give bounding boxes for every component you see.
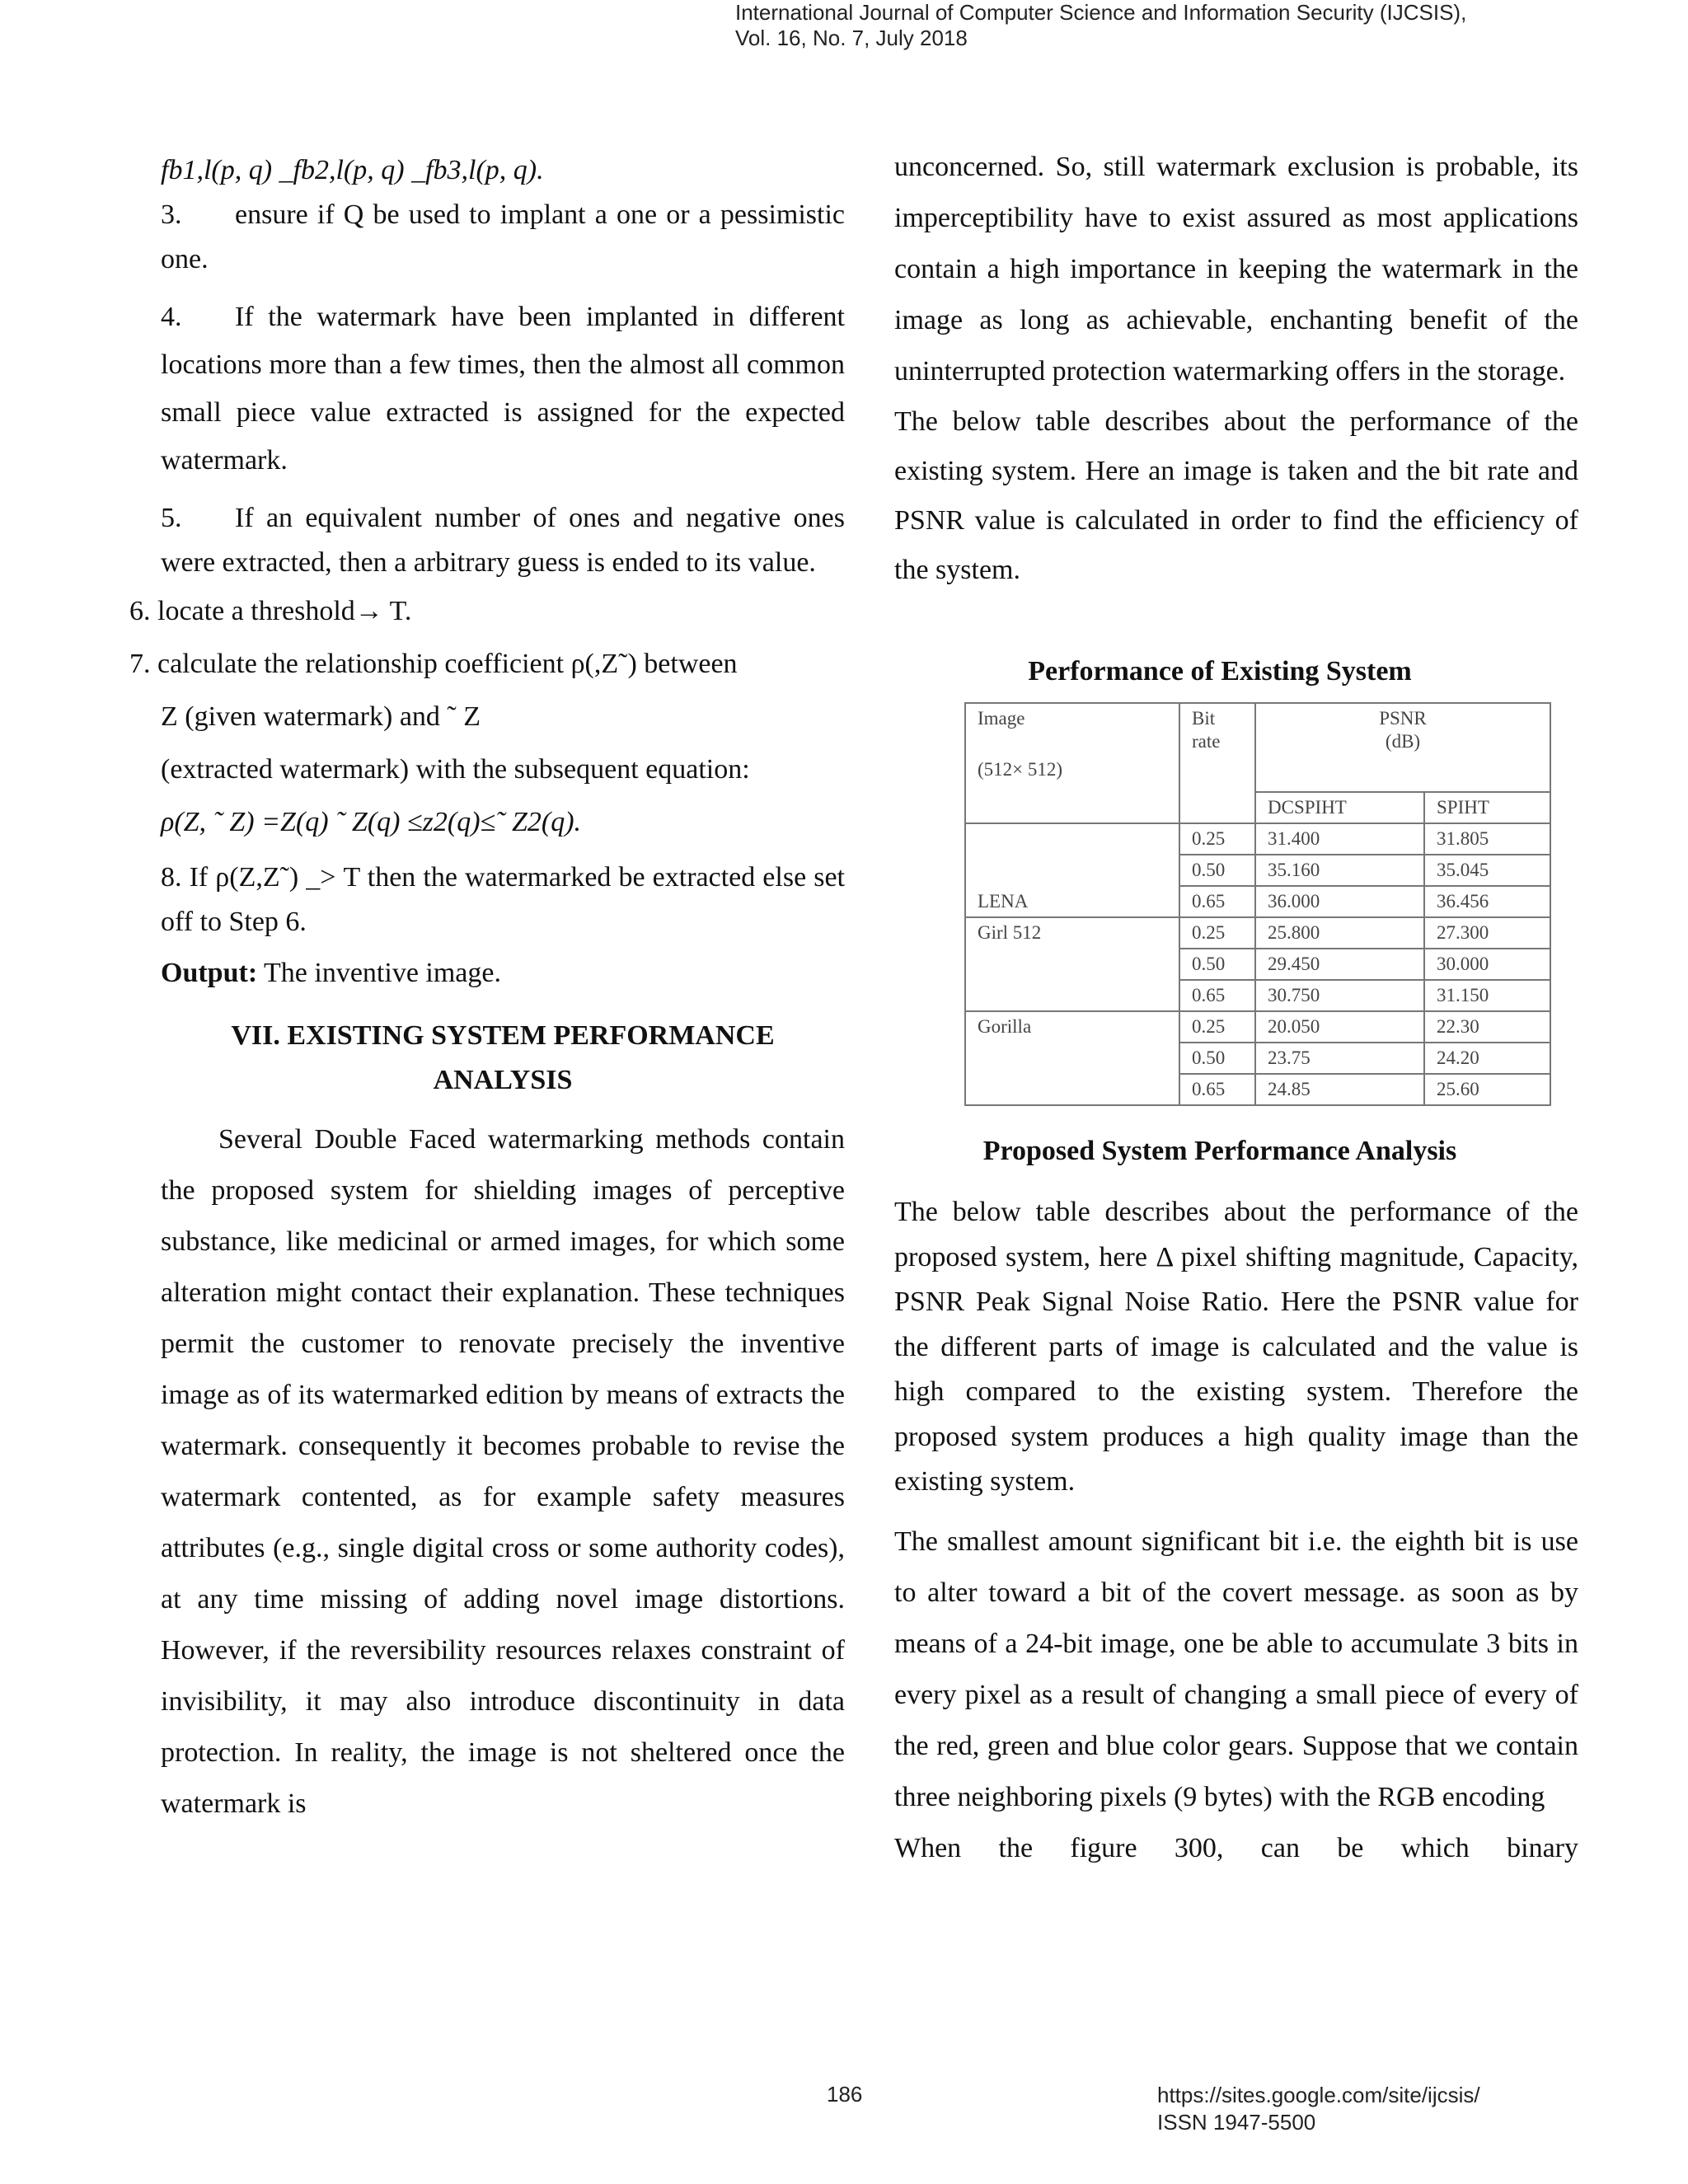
- cell-dcspiht: 24.85: [1255, 1074, 1424, 1105]
- table-row: [965, 823, 1550, 855]
- table-row: [965, 917, 1550, 949]
- step-3-number: 3.: [161, 199, 182, 230]
- section-heading-line2: ANALYSIS: [433, 1065, 573, 1095]
- header-psnr: PSNR: [1379, 708, 1427, 729]
- header-image: Image: [978, 708, 1025, 729]
- output-label: Output:: [161, 958, 258, 988]
- step-8: 8. If ρ(Z,Z˜) _> T then the watermarked be extracted else set off to Step 6.: [161, 862, 845, 937]
- header-spiht: SPIHT: [1424, 792, 1550, 823]
- cell-spiht: 27.300: [1424, 917, 1550, 949]
- section-heading-line1: VII. EXISTING SYSTEM PERFORMANCE: [231, 1020, 775, 1051]
- cell-spiht: 25.60: [1424, 1074, 1550, 1105]
- cell-dcspiht: 29.450: [1255, 949, 1424, 980]
- cell-bitrate: 0.65: [1179, 980, 1255, 1011]
- step-7-line1: 7. calculate the relationship coefficient ρ(,Z˜) between: [129, 649, 738, 679]
- cell-bitrate: 0.50: [1179, 855, 1255, 886]
- cell-bitrate: 0.25: [1179, 1011, 1255, 1043]
- header-psnr-cell: [1255, 703, 1550, 792]
- cell-image: Girl 512: [965, 917, 1179, 1011]
- performance-table: [964, 702, 1551, 1106]
- step-3: [161, 193, 845, 282]
- step-3-text: ensure if Q be used to implant a one or a pessimistic one.: [161, 199, 845, 274]
- cell-spiht: 22.30: [1424, 1011, 1550, 1043]
- paragraph-proposed: The below table describes about the performance of the proposed system, here Δ pixel shifting magnitude, Capacity, PSNR Peak Signal Noise Ratio. Here the PSNR value for the different parts of image is calculated and the value is high compared to the existing system. Therefore the proposed system produces a high quality image than the existing system.: [894, 1197, 1578, 1497]
- header-image-cell: [965, 703, 1179, 823]
- cell-bitrate: 0.25: [1179, 917, 1255, 949]
- cell-spiht: 36.456: [1424, 886, 1550, 917]
- cell-dcspiht: 20.050: [1255, 1011, 1424, 1043]
- cell-bitrate: 0.50: [1179, 949, 1255, 980]
- cell-image: Gorilla: [965, 1011, 1179, 1105]
- step-4-number: 4.: [161, 302, 182, 332]
- paragraph-unconcerned: unconcerned. So, still watermark exclusion is probable, its imperceptibility have to exist assured as most applications contain a high importance in keeping the watermark in the image as long as achievable, enchanting benefit of the uninterrupted protection watermarking offers in the storage.: [894, 152, 1578, 387]
- cell-dcspiht: 36.000: [1255, 886, 1424, 917]
- cell-spiht: 31.150: [1424, 980, 1550, 1011]
- journal-header: [735, 0, 1466, 51]
- cell-bitrate: 0.65: [1179, 886, 1255, 917]
- output-line: [161, 951, 845, 996]
- cell-dcspiht: 31.400: [1255, 823, 1424, 855]
- table-title: Performance of Existing System: [1028, 656, 1412, 687]
- step-6: 6. locate a threshold→ T.: [129, 596, 412, 626]
- paragraph-existing-intro: The below table describes about the performance of the existing system. Here an image is taken and the bit rate and PSNR value is calculated in order to find the efficiency of the system.: [894, 406, 1578, 585]
- left-column: [129, 148, 845, 1830]
- right-column: [894, 142, 1578, 1874]
- cell-dcspiht: 23.75: [1255, 1043, 1424, 1074]
- header-bitrate: Bit rate: [1179, 703, 1255, 823]
- issn: ISSN 1947-5500: [1157, 2110, 1316, 2135]
- footer-info: [1157, 2082, 1480, 2136]
- cell-spiht: 35.045: [1424, 855, 1550, 886]
- table-header-row: [965, 703, 1550, 792]
- header-db: (dB): [1385, 731, 1421, 752]
- step-4: [161, 293, 845, 485]
- formula-top: fb1,l(p, q) _fb2,l(p, q) _fb3,l(p, q).: [161, 155, 544, 185]
- proposed-subheading: Proposed System Performance Analysis: [982, 1136, 1457, 1166]
- cell-dcspiht: 25.800: [1255, 917, 1424, 949]
- cell-bitrate: 0.50: [1179, 1043, 1255, 1074]
- step-7-line3: (extracted watermark) with the subsequent equation:: [161, 754, 750, 785]
- cell-image: LENA: [965, 823, 1179, 917]
- section-body: Several Double Faced watermarking methods contain the proposed system for shielding images of perceptive substance, like medicinal or armed images, for which some alteration might contact their explanation. These techniques permit the customer to renovate precisely the inventive image as of its watermarked edition by means of extracts the watermark. consequently it becomes probable to revise the watermark contented, as for example safety measures attributes (e.g., single digital cross or some authority codes), at any time missing of adding novel image distortions. However, if the reversibility resources relaxes constraint of invisibility, it may also introduce discontinuity in data protection. In reality, the image is not sheltered once the watermark is: [161, 1124, 845, 1819]
- output-text: The inventive image.: [257, 958, 501, 988]
- header-image-size: (512× 512): [978, 759, 1063, 780]
- step-7-equation: ρ(Z, ˜ Z) =Z(q) ˜ Z(q) ≤z2(q)≤˜ Z2(q).: [161, 807, 582, 837]
- cell-dcspiht: 35.160: [1255, 855, 1424, 886]
- journal-title: International Journal of Computer Science and Information Security (IJCSIS),: [735, 0, 1467, 25]
- paragraph-figure: When the figure 300, can be which binary: [894, 1832, 1578, 1863]
- cell-spiht: 30.000: [1424, 949, 1550, 980]
- cell-spiht: 31.805: [1424, 823, 1550, 855]
- step-7-line2: Z (given watermark) and ˜ Z: [161, 701, 481, 732]
- journal-url: https://sites.google.com/site/ijcsis/: [1157, 2083, 1480, 2107]
- journal-volume: Vol. 16, No. 7, July 2018: [735, 26, 968, 50]
- cell-spiht: 24.20: [1424, 1043, 1550, 1074]
- cell-bitrate: 0.65: [1179, 1074, 1255, 1105]
- paragraph-lsb: The smallest amount significant bit i.e. the eighth bit is use to alter toward a bit of the covert message. as soon as by means of a 24-bit image, one be able to accumulate 3 bits in every pixel as a result of changing a small piece of every of the red, green and blue color gears. Suppose that we contain three neighboring pixels (9 bytes) with the RGB encoding: [894, 1526, 1578, 1812]
- header-dcspiht: DCSPIHT: [1255, 792, 1424, 823]
- step-5-number: 5.: [161, 503, 182, 533]
- step-5: [161, 496, 845, 585]
- cell-bitrate: 0.25: [1179, 823, 1255, 855]
- table-row: [965, 1011, 1550, 1043]
- page-number: 186: [827, 2082, 863, 2107]
- step-4-text: If the watermark have been implanted in different locations more than a few times, then the almost all common small piece value extracted is assigned for the expected watermark.: [161, 302, 845, 476]
- step-5-text: If an equivalent number of ones and negative ones were extracted, then a arbitrary guess is ended to its value.: [161, 503, 845, 578]
- cell-dcspiht: 30.750: [1255, 980, 1424, 1011]
